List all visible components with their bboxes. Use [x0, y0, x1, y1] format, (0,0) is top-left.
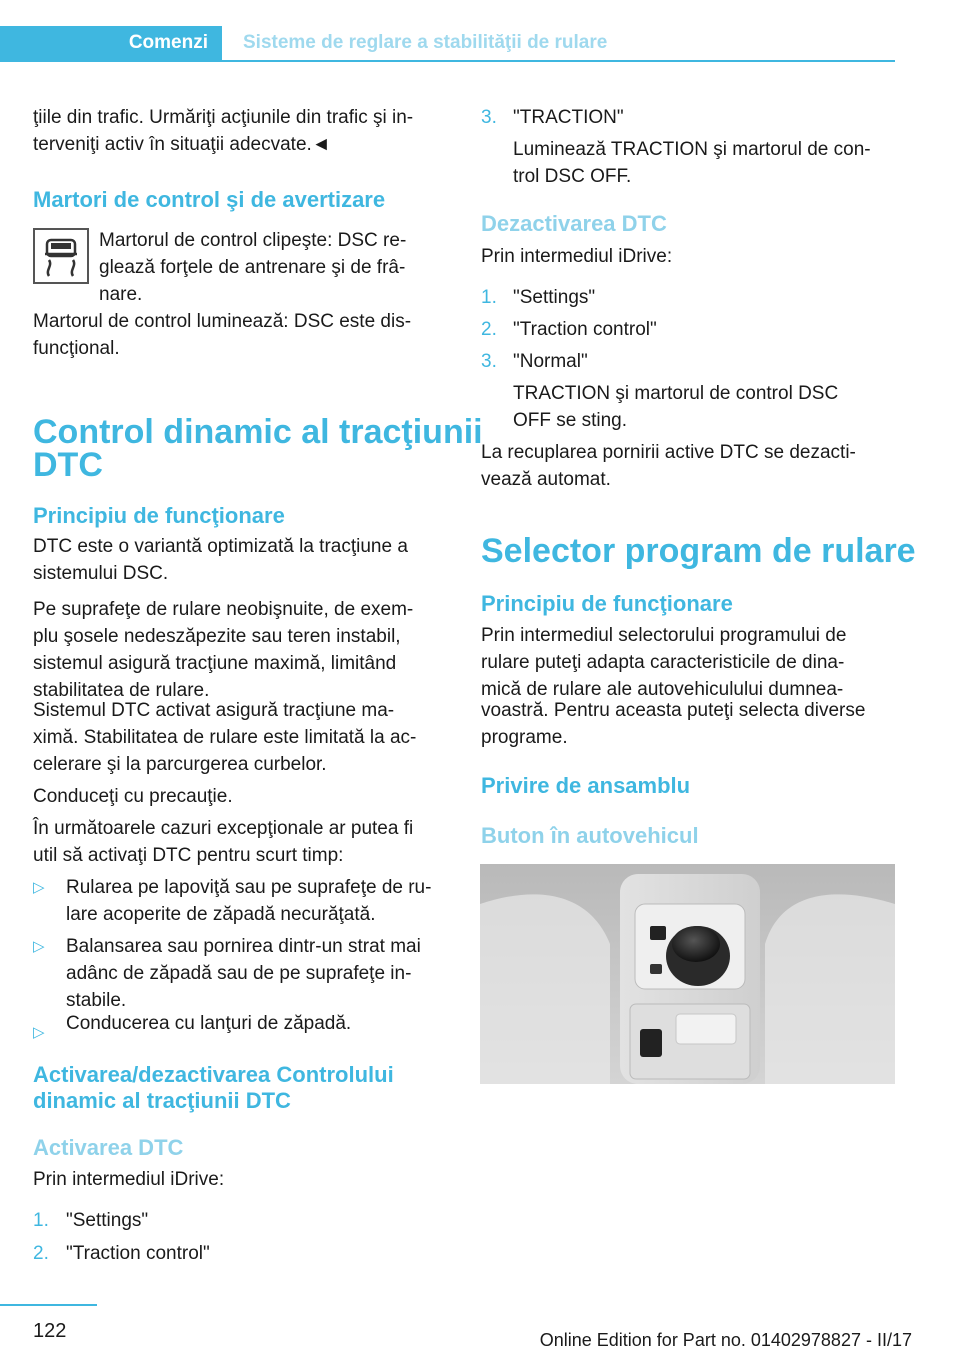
step-item: "Traction control"	[513, 319, 657, 340]
list-item: stabile.	[66, 990, 127, 1011]
step-desc: TRACTION şi martorul de control DSC	[513, 383, 839, 404]
martori-text: funcţional.	[33, 338, 120, 359]
paragraph: sistemul asigură tracţiune maximă, limitând	[33, 653, 397, 674]
dezactivarea-heading: Dezactivarea DTC	[481, 211, 667, 236]
step-desc: OFF se sting.	[513, 410, 628, 431]
martori-text: nare.	[99, 284, 143, 305]
paragraph: Prin intermediul selectorului programului de	[481, 625, 847, 646]
activ-heading: Activarea/dezactivarea Controlului	[33, 1062, 394, 1087]
paragraph: plu şosele nedeszăpezite sau teren instabil,	[33, 626, 401, 647]
step-item: "Settings"	[66, 1210, 149, 1231]
martori-heading: Martori de control şi de avertizare	[33, 187, 386, 212]
paragraph: sistemului DSC.	[33, 563, 169, 584]
list-item: adânc de zăpadă sau de pe suprafeţe in‐	[66, 963, 412, 984]
intro-line: terveniţi activ în situaţii adecvate.◄	[33, 134, 331, 155]
martori-text: Martorul de control clipeşte: DSC re‐	[99, 230, 407, 251]
edition-text: Online Edition for Part no. 01402978827 - II/17	[539, 1330, 912, 1350]
paragraph: Pe suprafeţe de rulare neobişnuite, de exem‐	[33, 599, 414, 620]
page-header	[0, 26, 895, 62]
activ-heading: dinamic al tracţiunii DTC	[33, 1088, 291, 1113]
paragraph: Prin intermediul iDrive:	[33, 1169, 225, 1190]
step-item: "Normal"	[513, 351, 588, 372]
chapter-tab: Comenzi	[0, 26, 222, 60]
martori-text: glează forţele de antrenare şi de frâ‐	[99, 257, 406, 278]
step-desc: trol DSC OFF.	[513, 166, 632, 187]
page-number: 122	[33, 1320, 67, 1342]
list-item: Rularea pe lapoviţă sau pe suprafeţe de ru‐	[66, 877, 432, 898]
list-item: Balansarea sau pornirea dintr-un strat mai	[66, 936, 421, 957]
step-item: "Settings"	[513, 287, 596, 308]
paragraph: stabilitatea de rulare.	[33, 680, 210, 701]
paragraph: celerare şi la parcurgerea curbelor.	[33, 754, 327, 775]
list-item: Conducerea cu lanţuri de zăpadă.	[66, 1013, 352, 1034]
step-number: 1.	[481, 287, 497, 308]
step-item: "TRACTION"	[513, 107, 624, 128]
activarea-heading: Activarea DTC	[33, 1135, 184, 1160]
step-number: 2.	[33, 1243, 49, 1264]
paragraph: mică de rulare ale autovehiculului dumnea‐	[481, 679, 844, 700]
paragraph: vează automat.	[481, 469, 611, 490]
buton-heading: Buton în autovehicul	[481, 823, 699, 848]
triangle-right-icon: ▷	[33, 938, 45, 955]
intro-line: ţiile din trafic. Urmăriţi acţiunile din trafic şi in‐	[33, 107, 414, 128]
step-number: 3.	[481, 351, 497, 372]
selector-heading: Selector program de rulare	[481, 532, 916, 570]
paragraph: Sistemul DTC activat asigură tracţiune ma‐	[33, 700, 395, 721]
list-item: lare acoperite de zăpadă necurăţată.	[66, 904, 376, 925]
step-number: 2.	[481, 319, 497, 340]
step-number: 1.	[33, 1210, 49, 1231]
privire-heading: Privire de ansamblu	[481, 773, 691, 798]
paragraph: util să activaţi DTC pentru scurt timp:	[33, 845, 344, 866]
step-item: "Traction control"	[66, 1243, 210, 1264]
paragraph: rulare puteţi adapta caracteristicile de dina‐	[481, 652, 845, 673]
paragraph: DTC este o variantă optimizată la tracţiune a	[33, 536, 408, 557]
triangle-right-icon: ▷	[33, 879, 45, 896]
skid-car-icon	[33, 228, 89, 284]
paragraph: Prin intermediul iDrive:	[481, 246, 673, 267]
triangle-right-icon: ▷	[33, 1024, 45, 1041]
paragraph: La recuplarea pornirii active DTC se dezacti‐	[481, 442, 856, 463]
principiu-heading: Principiu de funcţionare	[481, 591, 733, 616]
paragraph: programe.	[481, 727, 568, 748]
section-title: Sisteme de reglare a stabilităţii de rulare	[243, 32, 608, 53]
paragraph: ximă. Stabilitatea de rulare este limitată la ac‐	[33, 727, 417, 748]
step-number: 3.	[481, 107, 497, 128]
principiu-heading: Principiu de funcţionare	[33, 503, 285, 528]
console-photo	[480, 864, 895, 1084]
martori-text: Martorul de control luminează: DSC este dis‐	[33, 311, 412, 332]
dtc-heading: DTC	[33, 446, 103, 484]
footer-line	[0, 1304, 97, 1306]
dtc-heading: Control dinamic al tracţiunii	[33, 413, 483, 451]
paragraph: voastră. Pentru aceasta puteţi selecta diverse	[481, 700, 866, 721]
paragraph: Conduceţi cu precauţie.	[33, 786, 233, 807]
step-desc: Luminează TRACTION şi martorul de con‐	[513, 139, 871, 160]
paragraph: În următoarele cazuri excepţionale ar putea fi	[33, 818, 414, 839]
